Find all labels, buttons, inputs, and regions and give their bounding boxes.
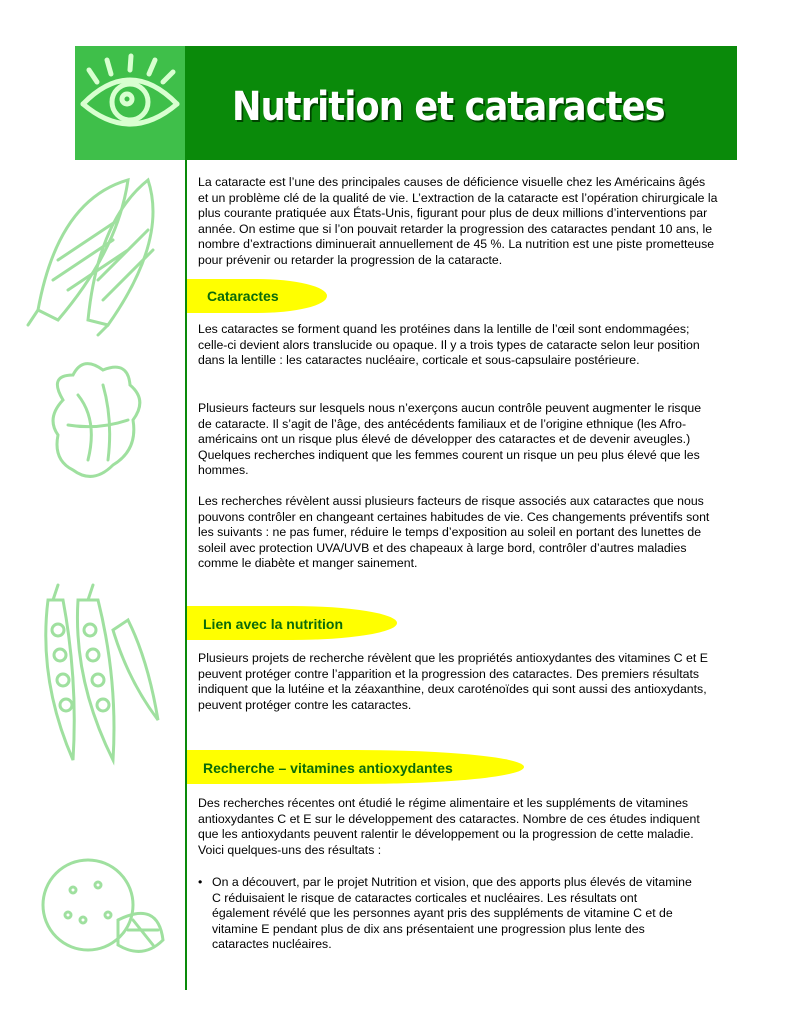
intro-paragraph: La cataracte est l’une des principales causes de déficience visuelle chez les Américains âgés et un problème clé de la qualité de vie. L’extraction de la cataracte est l’opération chirurgicale la plus courante pratiquée aux États-Unis, figurant pour plus de deux millions d’interventions par année. On estime que si l’on pouvait retarder la progression des cataractes pendant 10 ans, le nombre d’extractions diminuerait annuellement de 45 %. La nutrition est une piste prometteuse pour prévenir ou retarder la progression de la cataracte. xyxy=(198,175,718,267)
recherche-paragraph-1: Des recherches récentes ont étudié le régime alimentaire et les suppléments de vitamines antioxydantes C et E sur le développement des cataractes. Nombre de ces études indiquent que les antioxydants peuvent ralentir le développement ou la progression de cette maladie. Voici quelques-uns des résultats : xyxy=(198,796,700,857)
pea-pods-icon xyxy=(46,585,158,760)
cataractes-paragraph-1: Les cataractes se forment quand les protéines dans la lentille de l’œil sont endommagées; celle-ci devient alors translucide ou opaque. Il y a trois types de cataracte selon leur position dans la lentille : les cataractes nucléaire, corticale et sous-capsulaire postérieure. xyxy=(198,322,700,367)
lien-paragraph-1: Plusieurs projets de recherche révèlent que les propriétés antioxydantes des vitamines C et E peuvent protéger contre l’apparition et la progression des cataractes. Des premiers résultats indiquent que la lutéine et la zéaxanthine, deux caroténoïdes qui sont aussi des antioxydants, peuvent protéger contre les cataractes. xyxy=(198,651,708,712)
section-heading-lien: Lien avec la nutrition xyxy=(203,616,344,632)
section-heading-cataractes: Cataractes xyxy=(207,288,279,304)
section-heading-recherche: Recherche – vitamines antioxydantes xyxy=(203,760,453,776)
bullet-dot: • xyxy=(198,875,203,889)
orange-icon xyxy=(43,860,163,951)
eye-icon xyxy=(75,46,185,160)
page-title: Nutrition et cataractes xyxy=(232,84,665,130)
corn-icon xyxy=(28,180,153,335)
bullet-text: On a découvert, par le projet Nutrition et vision, que des apports plus élevés de vitamine C réduisaient le risque de cataractes corticales et nucléaires. Les résultats ont également révélé que les personnes ayant pris des suppléments de vitamine C et de vitamine E pendant plus de dix ans présentaient une progression plus lente des cataractes nucléaires. xyxy=(212,875,692,951)
cataractes-paragraph-3: Les recherches révèlent aussi plusieurs facteurs de risque associés aux cataractes que nous pouvons contrôler en changeant certaines habitudes de vie. Ces changements préventifs sont les suivants : ne pas fumer, réduire le temps d’exposition au soleil en portant des lunettes de soleil avec protection UVA/UVB et des chapeaux à large bord, contrôler d’autres maladies comme le diabète et manger sainement. xyxy=(198,494,710,570)
lettuce-icon xyxy=(53,364,140,477)
side-illustrations xyxy=(18,160,178,990)
cataractes-paragraph-2: Plusieurs facteurs sur lesquels nous n’exerçons aucun contrôle peuvent augmenter le risque de cataracte. Il s’agit de l’âge, des antécédents familiaux et de l’origine ethnique (les Afro-américains ont un risque plus élevé de développer des cataractes et de devenir aveugles.) Quelques recherches indiquent que les femmes courent un risque un peu plus élevé que les hommes. xyxy=(198,401,702,477)
eye-banner-panel xyxy=(75,46,185,160)
